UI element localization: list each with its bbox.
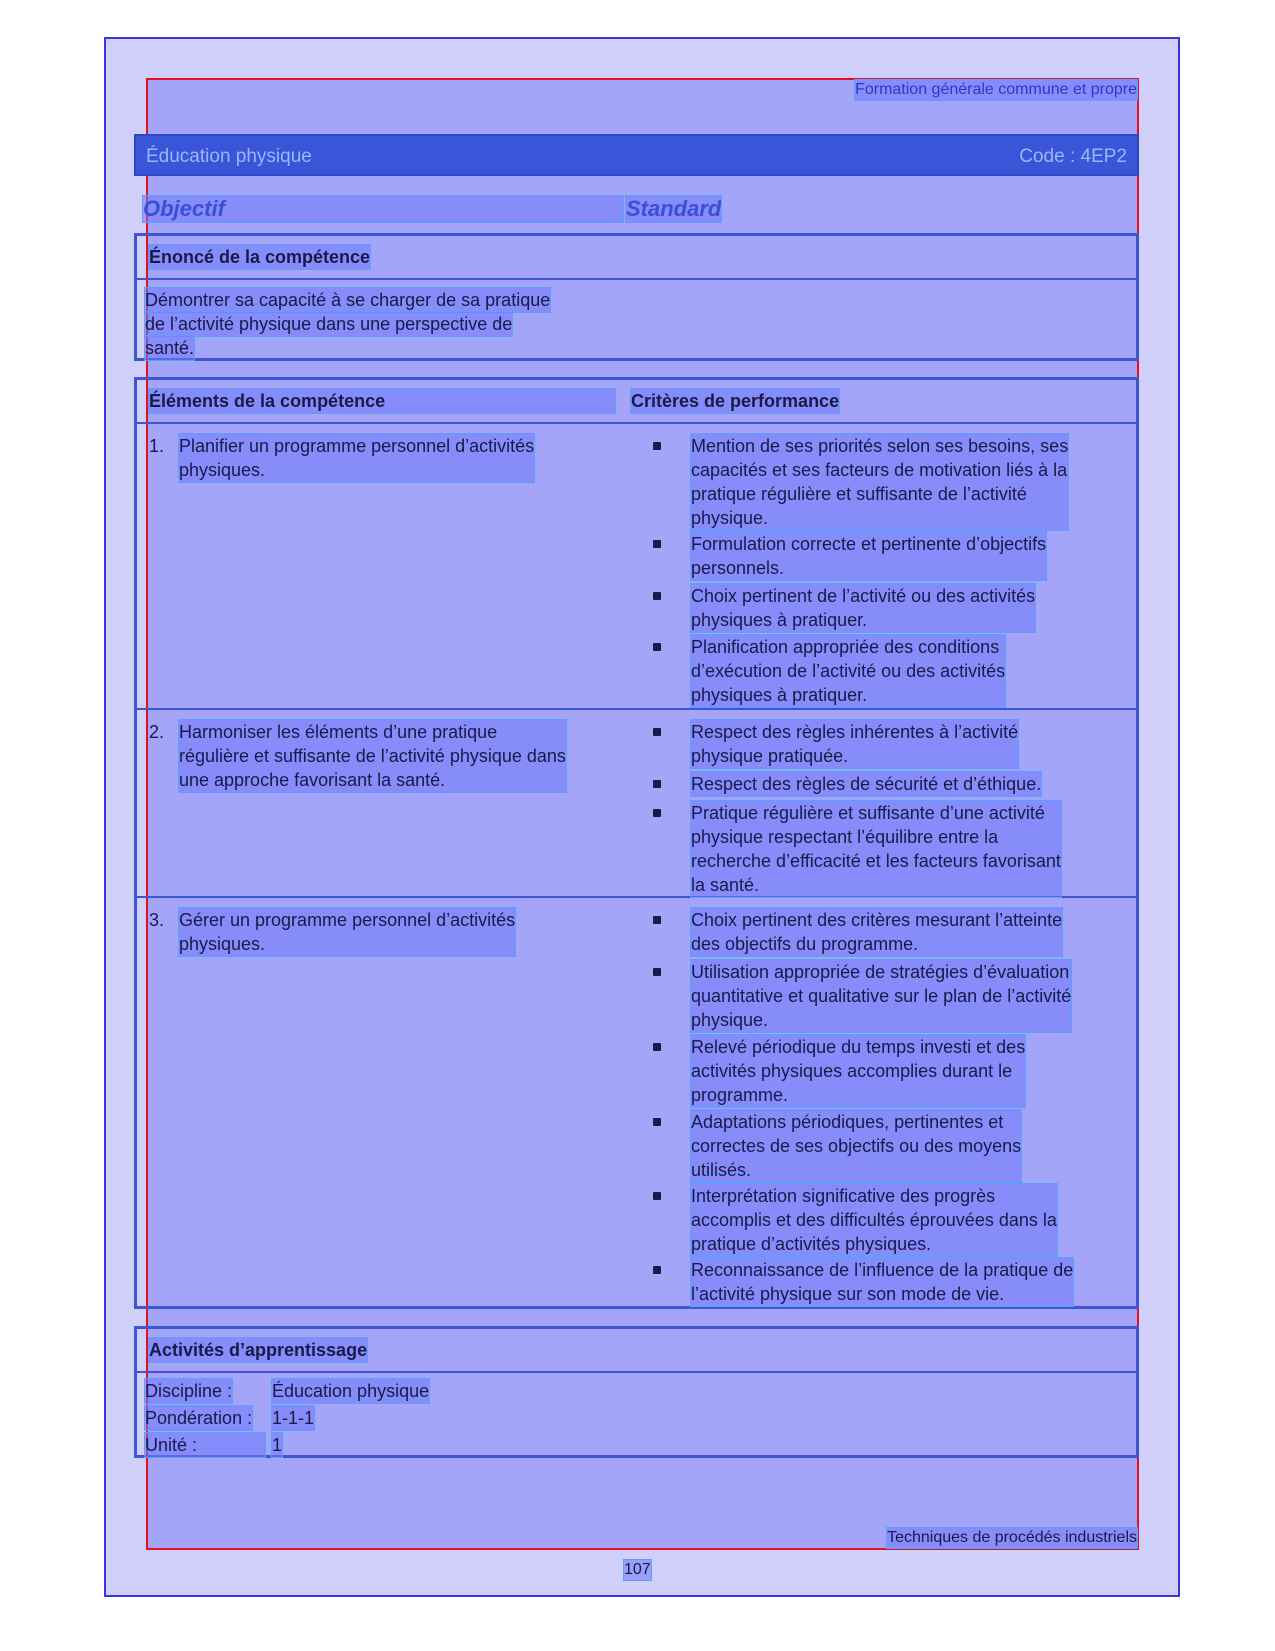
subject-bar <box>134 134 1139 176</box>
discipline-value: Éducation physique <box>272 1381 430 1401</box>
enonce-section <box>134 233 1139 361</box>
bullet-icon <box>653 1043 661 1051</box>
activites-header <box>137 1329 1136 1373</box>
bullet-icon <box>653 1192 661 1200</box>
bullet-icon <box>653 780 661 788</box>
criterion-text: Relevé périodique du temps investi et des activités physiques accomplies durant le programme. <box>691 1037 1026 1105</box>
criterion-text: Respect des règles de sécurité et d’éthique. <box>691 774 1042 794</box>
element-number: 1. <box>149 436 165 456</box>
code-label: Code : <box>1019 146 1076 167</box>
bullet-icon <box>653 540 661 548</box>
unite-value: 1 <box>272 1435 283 1455</box>
criterion-text: Interprétation significative des progrès accomplis et des difficultés éprouvées dans la pratique d’activités physiques. <box>691 1186 1057 1254</box>
criterion-text: Reconnaissance de l’influence de la pratique de l’activité physique sur son mode de vie. <box>691 1260 1074 1304</box>
bullet-icon <box>653 916 661 924</box>
enonce-line: de l’activité physique dans une perspective de <box>145 314 513 334</box>
element-text: Planifier un programme personnel d’activités physiques. <box>179 436 535 480</box>
subject-title: Éducation physique <box>146 146 312 167</box>
criterion-text: Utilisation appropriée de stratégies d’évaluation quantitative et qualitative sur le plan de l’activité physique. <box>691 962 1072 1030</box>
element-text: Gérer un programme personnel d’activités physiques. <box>179 910 516 954</box>
program-header: Formation générale commune et propre <box>855 81 1137 98</box>
element-number: 3. <box>149 910 165 930</box>
elements-title: Éléments de la compétence <box>149 389 615 413</box>
bullet-icon <box>653 1266 661 1274</box>
bullet-icon <box>653 442 661 450</box>
code-value: 4EP2 <box>1080 146 1127 167</box>
criterion-text: Pratique régulière et suffisante d’une activité physique respectant l’équilibre entre la recherche d’efficacité et les facteurs favorisant la santé. <box>691 803 1061 895</box>
criterion-text: Formulation correcte et pertinente d’objectifs personnels. <box>691 534 1047 578</box>
criterion-text: Adaptations périodiques, pertinentes et correctes de ses objectifs ou des moyens utilisés. <box>691 1112 1022 1180</box>
unite-label: Unité : <box>145 1433 265 1457</box>
criterion-text: Respect des règles inhérentes à l’activité physique pratiquée. <box>691 722 1019 766</box>
bullet-icon <box>653 592 661 600</box>
bullet-icon <box>653 1118 661 1126</box>
element-number: 2. <box>149 722 165 742</box>
enonce-line: santé. <box>145 338 195 358</box>
elements-section <box>134 377 1139 1309</box>
criterion-text: Mention de ses priorités selon ses besoins, ses capacités et ses facteurs de motivation liés à la pratique régulière et suffisante de l’activité physique. <box>691 436 1069 528</box>
enonce-header <box>137 236 1136 280</box>
course-code <box>1019 145 1127 169</box>
objectif-heading: Objectif <box>143 196 623 222</box>
bullet-icon <box>653 809 661 817</box>
criterion-text: Planification appropriée des conditions d’exécution de l’activité ou des activités physiques à pratiquer. <box>691 637 1006 705</box>
criteria-title: Critères de performance <box>631 391 840 411</box>
bullet-icon <box>653 643 661 651</box>
ponderation-label: Pondération : <box>145 1408 253 1428</box>
activites-section <box>134 1326 1139 1458</box>
enonce-line: Démontrer sa capacité à se charger de sa pratique <box>145 290 551 310</box>
row-separator <box>137 708 1136 710</box>
discipline-label: Discipline : <box>145 1381 233 1401</box>
bullet-icon <box>653 968 661 976</box>
criterion-text: Choix pertinent de l’activité ou des activités physiques à pratiquer. <box>691 586 1036 630</box>
activites-title: Activités d’apprentissage <box>149 1340 368 1360</box>
element-text: Harmoniser les éléments d’une pratique régulière et suffisante de l’activité physique dans une approche favorisant la santé. <box>179 722 566 790</box>
page-number: 107 <box>624 1561 651 1578</box>
criterion-text: Choix pertinent des critères mesurant l’atteinte des objectifs du programme. <box>691 910 1063 954</box>
enonce-title: Énoncé de la compétence <box>149 247 371 267</box>
bullet-icon <box>653 728 661 736</box>
elements-header <box>137 380 1136 424</box>
program-footer: Techniques de procédés industriels <box>887 1529 1137 1546</box>
standard-heading: Standard <box>626 196 722 221</box>
ponderation-value: 1-1-1 <box>272 1408 315 1428</box>
